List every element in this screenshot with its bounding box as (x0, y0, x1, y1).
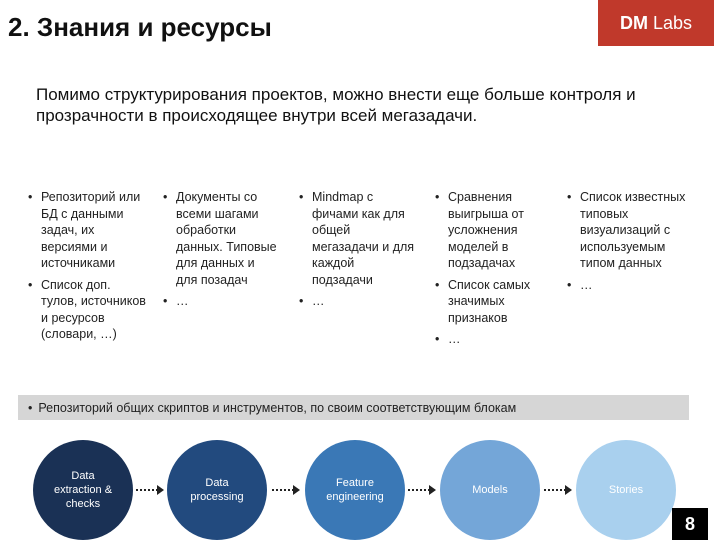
brand-logo (598, 0, 714, 46)
dotted-arrow-icon (543, 480, 573, 500)
list-item: • … (567, 277, 697, 294)
bar-text: Репозиторий общих скриптов и инструментов, по своим соответствующим блокам (38, 400, 517, 415)
column-mindmap (299, 189, 417, 315)
list-item: • … (299, 293, 417, 310)
brand-labs: Labs (652, 12, 693, 33)
stage-data-extraction (33, 440, 133, 540)
dotted-arrow-icon (271, 480, 301, 500)
list-item: • Список доп. тулов, источников и ресурсов (словари, …) (28, 277, 146, 343)
stage-label: Models (472, 484, 508, 496)
brand-dm: DM (619, 12, 648, 33)
stage-label: Data extraction & checks (53, 470, 113, 510)
column-visualizations (567, 189, 697, 298)
column-data-repository (28, 189, 146, 348)
list-item: • Список самых значимых признаков (435, 277, 553, 327)
dotted-arrow-icon (135, 480, 165, 500)
list-item: • … (163, 293, 279, 310)
stage-label: Feature engineering (326, 477, 384, 503)
dotted-arrow-icon (407, 480, 437, 500)
list-item: • Mindmap с фичами как для общей мегазадачи и для каждой подзадачи (299, 189, 417, 288)
list-item: • … (435, 331, 553, 348)
stage-label: Data processing (190, 477, 244, 503)
page-number: 8 (672, 508, 708, 540)
stage-label: Stories (608, 484, 644, 496)
column-documents (163, 189, 279, 315)
stage-data-processing (167, 440, 267, 540)
stage-models (440, 440, 540, 540)
stage-feature-engineering (305, 440, 405, 540)
list-item: • Список известных типовых визуализаций с используемым типом данных (567, 189, 697, 272)
shared-scripts-bar (18, 395, 689, 420)
list-item: • Репозиторий или БД с данными задач, их версиями и источниками (28, 189, 146, 272)
column-model-comparisons (435, 189, 553, 353)
page-title: 2. Знания и ресурсы (8, 12, 272, 42)
bullet: • (28, 400, 33, 415)
list-item: • Сравнения выигрыша от усложнения моделей в подзадачах (435, 189, 553, 272)
list-item: • Документы со всеми шагами обработки данных. Типовые для данных и для позадач (163, 189, 279, 288)
stage-stories (576, 440, 676, 540)
intro-text: Помимо структурирования проектов, можно внести еще больше контроля и прозрачности в происходящее внутри всей мегазадачи. (36, 85, 636, 125)
